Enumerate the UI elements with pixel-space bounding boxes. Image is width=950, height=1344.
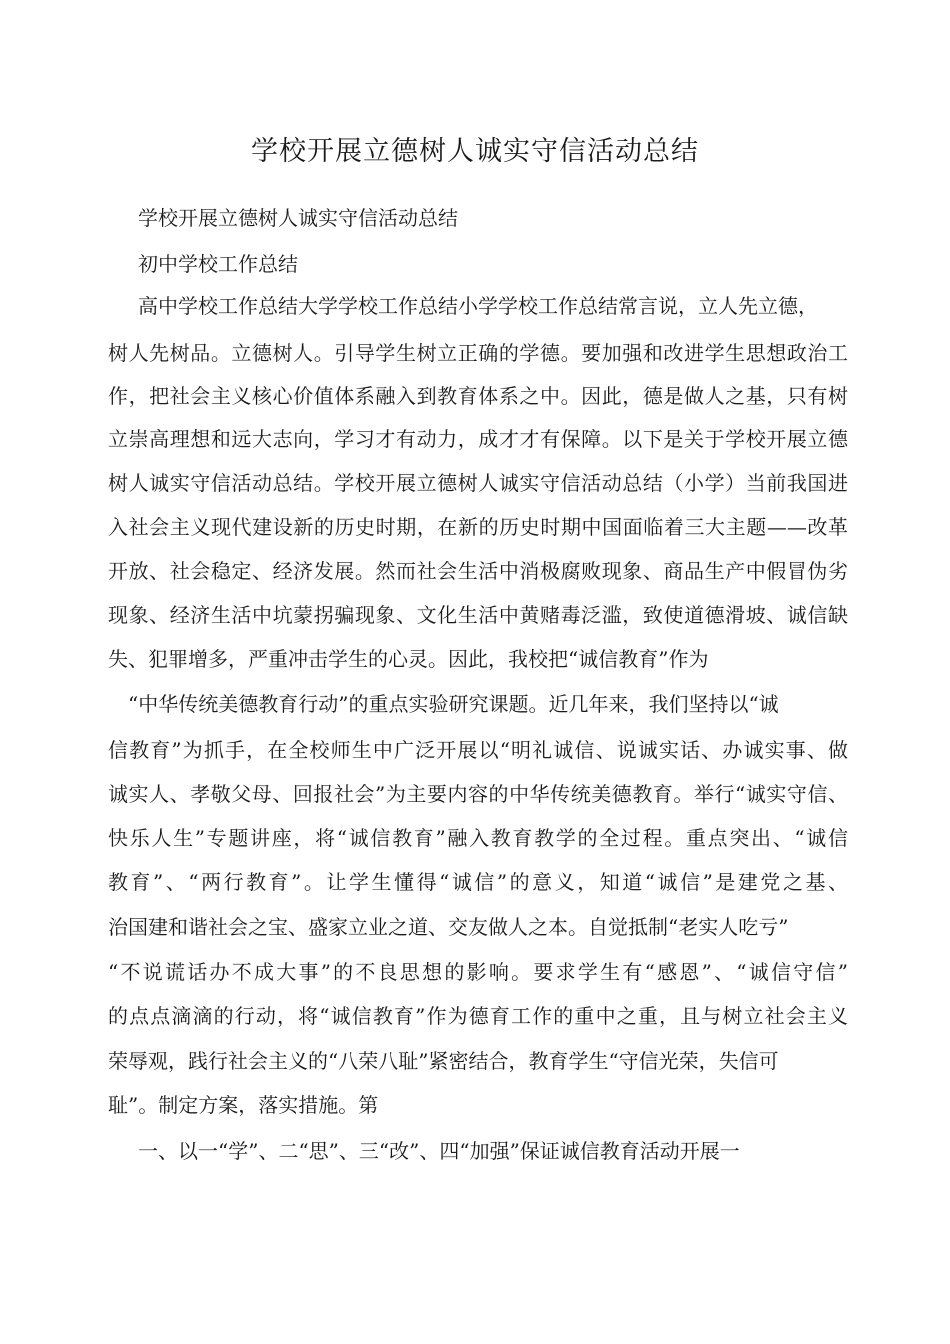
text-line: 开放、社会稳定、经济发展。然而社会生活中消极腐败现象、商品生产中假冒伪劣 — [108, 559, 848, 583]
text-line: 信教育”为抓手，在全校师生中广泛开展以“明礼诚信、说诚实话、办诚实事、做 — [108, 738, 848, 762]
text-line: 入社会主义现代建设新的历史时期，在新的历史时期中国面临着三大主题——改革 — [108, 515, 848, 539]
text-line: 高中学校工作总结大学学校工作总结小学学校工作总结常言说，立人先立德， — [138, 294, 818, 318]
text-line: 现象、经济生活中坑蒙拐骗现象、文化生活中黄赌毒泛滥，致使道德滑坡、诚信缺 — [108, 603, 848, 627]
text-line: 教育”、“两行教育”。让学生懂得“诚信”的意义，知道“诚信”是建党之基、 — [108, 870, 848, 894]
text-line: 树人先树品。立德树人。引导学生树立正确的学德。要加强和改进学生思想政治工 — [108, 341, 848, 365]
text-line: 失、犯罪增多，严重冲击学生的心灵。因此，我校把“诚信教育”作为 — [108, 647, 709, 671]
text-line: “不说谎话办不成大事”的不良思想的影响。要求学生有“感恩”、“诚信守信” — [108, 960, 848, 984]
text-line: 快乐人生”专题讲座，将“诚信教育”融入教育教学的全过程。重点突出、“诚信 — [108, 826, 848, 850]
text-line: 耻”。制定方案，落实措施。第 — [108, 1093, 379, 1117]
text-line: 一、以一“学”、二“思”、三“改”、四“加强”保证诚信教育活动开展一 — [138, 1139, 740, 1163]
text-line: 的点点滴滴的行动，将“诚信教育”作为德育工作的重中之重，且与树立社会主义 — [108, 1004, 848, 1028]
text-line: 荣辱观，践行社会主义的“八荣八耻”紧密结合，教育学生“守信光荣，失信可 — [108, 1049, 779, 1073]
text-line: 立崇高理想和远大志向，学习才有动力，成才才有保障。以下是关于学校开展立德 — [108, 427, 848, 451]
text-line: 初中学校工作总结 — [138, 252, 298, 276]
document-title: 学校开展立德树人诚实守信活动总结 — [251, 136, 699, 167]
text-line: 治国建和谐社会之宝、盛家立业之道、交友做人之本。自觉抵制“老实人吃亏” — [108, 915, 789, 939]
text-line: 作，把社会主义核心价值体系融入到教育体系之中。因此，德是做人之基，只有树 — [108, 384, 848, 408]
text-line: 诚实人、孝敬父母、回报社会”为主要内容的中华传统美德教育。举行“诚实守信、 — [108, 782, 848, 806]
text-line: 树人诚实守信活动总结。学校开展立德树人诚实守信活动总结（小学）当前我国进 — [108, 471, 848, 495]
text-line: 学校开展立德树人诚实守信活动总结 — [138, 206, 458, 230]
text-line: “中华传统美德教育行动”的重点实验研究课题。近几年来，我们坚持以“诚 — [128, 692, 779, 716]
